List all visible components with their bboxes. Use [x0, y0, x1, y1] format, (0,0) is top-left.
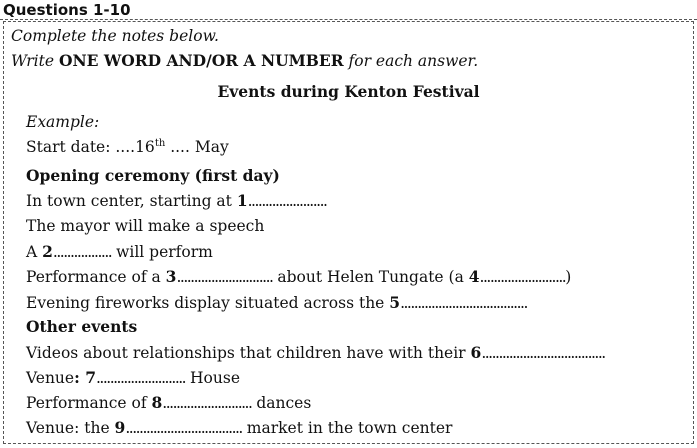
questions-heading: Questions 1-10: [3, 1, 131, 19]
question-5-line: Evening fireworks display situated across the 5.....................................: [26, 293, 527, 312]
heading-divider: [0, 19, 697, 20]
question-8-line: Performance of 8.......................... dances: [26, 393, 312, 412]
question-6-line: Videos about relationships that children have with their 6....................................: [26, 343, 605, 362]
answer-blank-3[interactable]: ............................: [176, 268, 273, 286]
instruction-line-2: Write ONE WORD AND/OR A NUMBER for each answer.: [11, 51, 479, 70]
notes-title: Events during Kenton Festival: [217, 82, 480, 101]
question-3-4-line: Performance of a 3............................ about Helen Tungate (a 4.........................): [26, 267, 572, 286]
answer-blank-5[interactable]: .....................................: [400, 294, 527, 312]
instruction-line-1: Complete the notes below.: [11, 27, 219, 45]
question-7-line: Venue: 7.......................... House: [26, 368, 240, 387]
answer-blank-7[interactable]: ..........................: [96, 369, 186, 387]
example-answer: Start date: ....16th .... May: [26, 137, 229, 156]
answer-blank-8[interactable]: ..........................: [162, 394, 252, 412]
answer-blank-2[interactable]: .................: [52, 243, 112, 261]
answer-blank-4[interactable]: .........................: [479, 268, 566, 286]
mayor-speech-line: The mayor will make a speech: [26, 217, 265, 235]
question-1-line: In town center, starting at 1.......................: [26, 191, 327, 210]
answer-blank-1[interactable]: .......................: [247, 192, 327, 210]
section-heading-other-events: Other events: [26, 317, 138, 336]
section-heading-opening: Opening ceremony (first day): [26, 166, 280, 185]
question-2-line: A 2................. will perform: [26, 242, 213, 261]
answer-blank-6[interactable]: ....................................: [481, 344, 605, 362]
example-label: Example:: [26, 113, 100, 131]
answer-blank-9[interactable]: ..................................: [125, 419, 242, 437]
question-9-line: Venue: the 9.................................. market in the town center: [26, 418, 453, 437]
